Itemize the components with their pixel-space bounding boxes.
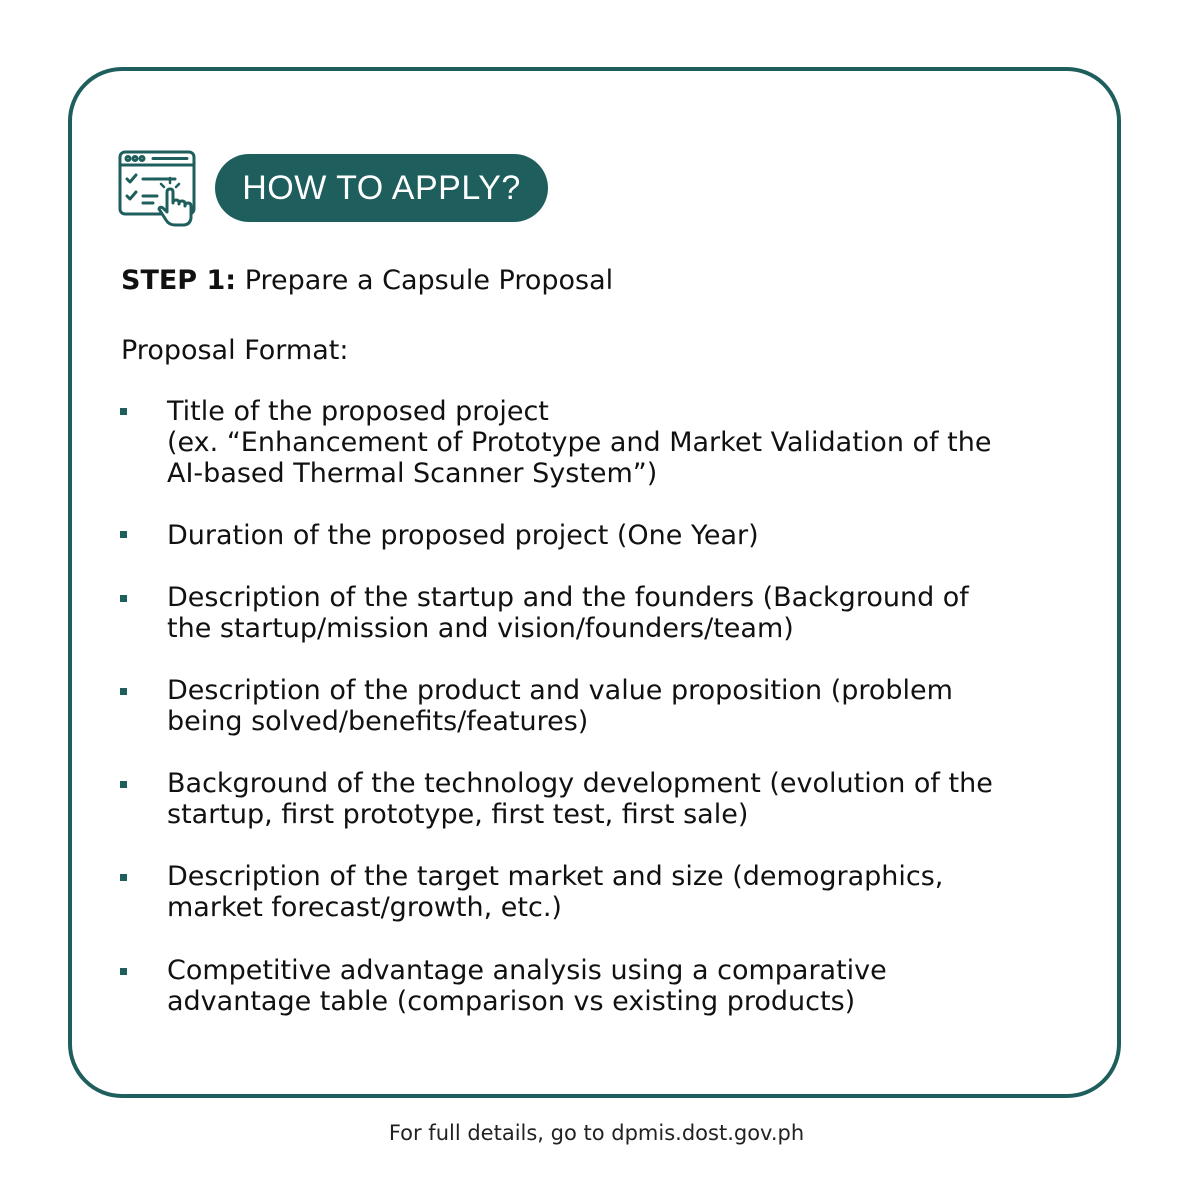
step-heading	[121, 265, 613, 296]
list-item-line: startup, first prototype, first test, first sale)	[167, 799, 749, 830]
list-item-text	[167, 520, 1087, 551]
list-item-line: market forecast/growth, etc.)	[167, 892, 562, 923]
list-item-line: Competitive advantage analysis using a comparative	[167, 955, 887, 986]
list-item-line: Description of the startup and the founders (Background of	[167, 582, 969, 613]
list-item-line: being solved/benefits/features)	[167, 706, 589, 737]
bullet-square-icon	[120, 531, 127, 538]
bullet-square-icon	[120, 408, 127, 415]
list-item-text	[167, 675, 1087, 737]
list-item-line: Background of the technology development (evolution of the	[167, 768, 993, 799]
step-label: STEP 1:	[121, 265, 237, 296]
list-item-line: the startup/mission and vision/founders/team)	[167, 613, 794, 644]
list-item-text	[167, 582, 1087, 644]
bullet-square-icon	[120, 968, 127, 975]
footer-details-text: For full details, go to dpmis.dost.gov.ph	[388, 1121, 805, 1145]
bullet-square-icon	[120, 874, 127, 881]
list-item-line: advantage table (comparison vs existing products)	[167, 986, 856, 1017]
how-to-apply-badge: HOW TO APPLY?	[215, 154, 548, 222]
list-item-line: Title of the proposed project	[167, 396, 549, 427]
web-checklist-click-icon	[117, 148, 199, 230]
bullet-square-icon	[120, 595, 127, 602]
list-item-line: Description of the product and value proposition (problem	[167, 675, 953, 706]
list-item-line: AI-based Thermal Scanner System”)	[167, 458, 658, 489]
list-item-text	[167, 768, 1087, 830]
list-item-line: (ex. “Enhancement of Prototype and Market Validation of the	[167, 427, 992, 458]
list-item-line: Duration of the proposed project (One Year)	[167, 520, 759, 551]
bullet-square-icon	[120, 688, 127, 695]
list-item-text	[167, 955, 1087, 1017]
step-title: Prepare a Capsule Proposal	[244, 265, 614, 296]
list-item-line: Description of the target market and size (demographics,	[167, 861, 944, 892]
bullet-square-icon	[120, 781, 127, 788]
proposal-format-label: Proposal Format:	[121, 335, 349, 366]
list-item-text	[167, 396, 1087, 489]
list-item-text	[167, 861, 1087, 923]
